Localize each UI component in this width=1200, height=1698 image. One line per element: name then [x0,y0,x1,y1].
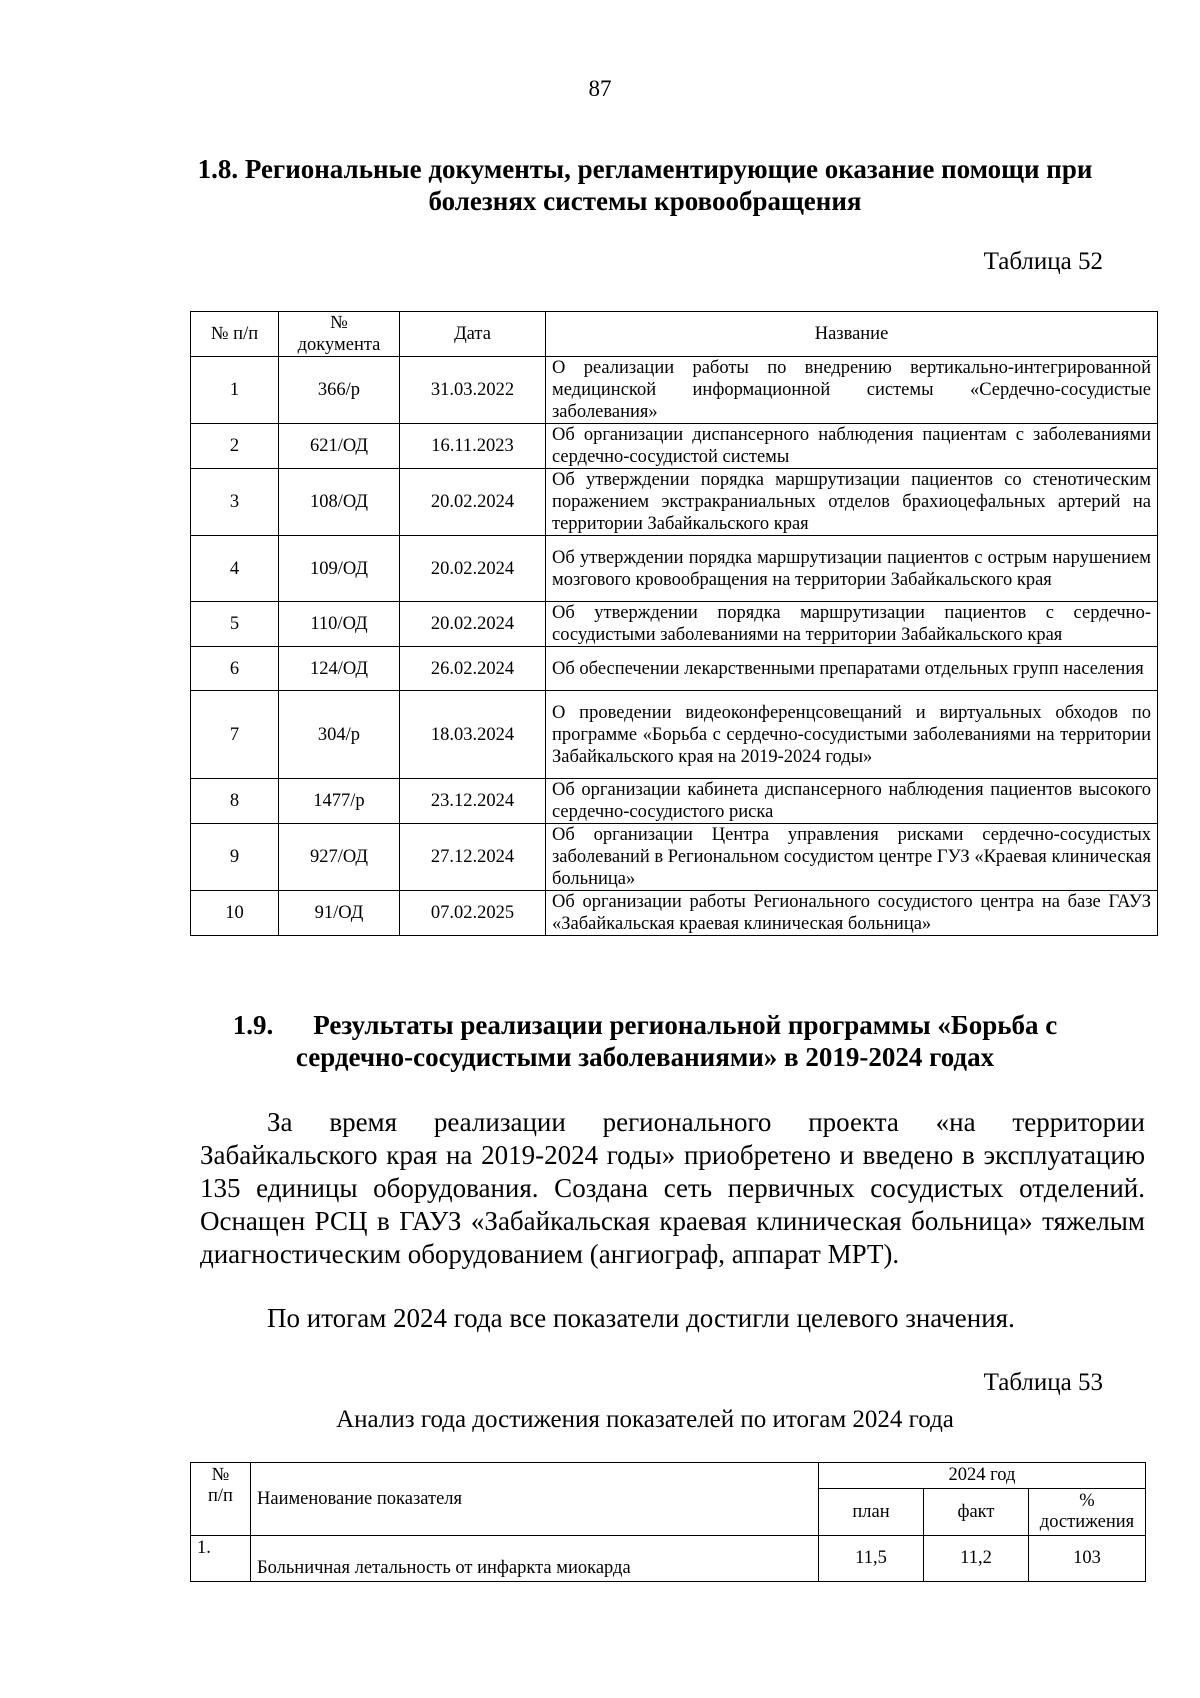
row-fact: 11,2 [924,1536,1029,1582]
row-indicator: Больничная летальность от инфаркта миокарда [251,1536,819,1582]
results-paragraph: За время реализации регионального проекта «на территории Забайкальского края на 2019-2024 годы» приобретено и введено в эксплуатацию 135 единицы оборудования. Создана сеть первичных сосудистых отделений. Оснащен РСЦ в ГАУЗ «Забайкальская краевая клиническая больница» тяжелым диагностическим оборудованием (ангиограф, аппарат МРТ). [200,1107,1145,1269]
table-row [191,691,1158,779]
row-doc-number: 366/р [279,357,400,424]
row-doc-title: Об организации работы Регионального сосудистого центра на базе ГАУЗ «Забайкальская краевая клиническая больница» [546,891,1158,936]
row-doc-title: О проведении видеоконференцсовещаний и виртуальных обходов по программе «Борьба с сердечно-сосудистыми заболеваниями на территории Забайкальского края на 2019-2024 годы» [546,691,1158,779]
table-53-subtitle: Анализ года достижения показателей по итогам 2024 года [336,1406,954,1433]
table-row [191,647,1158,691]
section-1-8-heading [190,153,1100,217]
header-pct [1029,1489,1146,1536]
header-plan: план [819,1489,924,1536]
row-doc-number: 109/ОД [279,536,400,602]
row-num: 5 [191,602,279,647]
row-date: 20.02.2024 [400,602,546,647]
row-num: 3 [191,469,279,536]
header-doc-line1: № [330,313,348,333]
table-header-row [191,312,1158,357]
table-row [191,424,1158,469]
row-doc-title: Об обеспечении лекарственными препаратами отдельных групп населения [546,647,1158,691]
table-53-caption: Таблица 53 [983,1369,1103,1396]
row-date: 23.12.2024 [400,779,546,824]
table-row [191,824,1158,891]
page-number: 87 [588,76,612,101]
row-doc-title: Об утверждении порядка маршрутизации пациентов с острым нарушением мозгового кровообращения на территории Забайкальского края [546,536,1158,602]
row-num: 8 [191,779,279,824]
row-doc-number: 304/р [279,691,400,779]
row-date: 07.02.2025 [400,891,546,936]
summary-paragraph: По итогам 2024 года все показатели достигли целевого значения. [267,1303,1015,1333]
row-doc-number: 108/ОД [279,469,400,536]
row-doc-title: Об организации Центра управления рисками сердечно-сосудистых заболеваний в Региональном сосудистом центре ГУЗ «Краевая клиническая больница» [546,824,1158,891]
table-header-row [191,1463,1146,1489]
row-doc-title: Об утверждении порядка маршрутизации пациентов с сердечно-сосудистыми заболеваниями на территории Забайкальского края [546,602,1158,647]
section-1-9-number: 1.9. [232,1010,274,1040]
header-date: Дата [400,312,546,357]
row-doc-number: 110/ОД [279,602,400,647]
row-doc-number: 621/ОД [279,424,400,469]
indicators-table [190,1462,1146,1582]
row-date: 27.12.2024 [400,824,546,891]
header-doc [279,312,400,357]
row-doc-title: О реализации работы по внедрению вертикально-интегрированной медицинской информационной системы «Сердечно-сосудистые заболевания» [546,357,1158,424]
section-1-9-title-line2: сердечно-сосудистыми заболеваниями» в 2019-2024 годах [295,1042,995,1072]
row-pct: 103 [1029,1536,1146,1582]
row-doc-number: 1477/р [279,779,400,824]
header-num-line1: № [211,1465,230,1485]
row-doc-number: 124/ОД [279,647,400,691]
row-num: 10 [191,891,279,936]
header-doc-line2: документа [297,335,381,355]
header-fact: факт [924,1489,1029,1536]
section-1-8-title-line2: болезнях системы кровообращения [428,186,862,216]
header-pct-line2: достижения [1039,1512,1135,1532]
row-num: 9 [191,824,279,891]
header-num: № п/п [191,312,279,357]
row-num: 4 [191,536,279,602]
table-row [191,1536,1146,1582]
regional-documents-table [190,311,1158,936]
table-52-caption: Таблица 52 [983,248,1103,275]
row-doc-title: Об организации диспансерного наблюдения пациентам с заболеваниями сердечно-сосудистой системы [546,424,1158,469]
header-indicator: Наименование показателя [251,1463,819,1536]
row-doc-number: 927/ОД [279,824,400,891]
table-row [191,891,1158,936]
row-date: 20.02.2024 [400,536,546,602]
row-date: 18.03.2024 [400,691,546,779]
table-row [191,536,1158,602]
header-num [191,1463,251,1536]
row-date: 26.02.2024 [400,647,546,691]
row-num: 6 [191,647,279,691]
row-num: 2 [191,424,279,469]
header-name: Название [546,312,1158,357]
row-num: 7 [191,691,279,779]
header-num-line2: п/п [208,1486,233,1506]
section-1-9-heading [190,1009,1100,1073]
row-num: 1 [191,357,279,424]
row-date: 16.11.2023 [400,424,546,469]
header-year: 2024 год [819,1463,1146,1489]
section-1-8-title-line1: 1.8. Региональные документы, регламентирующие оказание помощи при [197,154,1093,184]
row-plan: 11,5 [819,1536,924,1582]
row-doc-number: 91/ОД [279,891,400,936]
table-row [191,602,1158,647]
table-row [191,779,1158,824]
row-date: 20.02.2024 [400,469,546,536]
section-1-9-title-line1: Результаты реализации региональной программы «Борьба с [313,1010,1058,1040]
table-row [191,469,1158,536]
row-doc-title: Об организации кабинета диспансерного наблюдения пациентов высокого сердечно-сосудистого риска [546,779,1158,824]
table-row [191,357,1158,424]
row-date: 31.03.2022 [400,357,546,424]
row-doc-title: Об утверждении порядка маршрутизации пациентов со стенотическим поражением экстракраниальных отделов брахиоцефальных артерий на территории Забайкальского края [546,469,1158,536]
header-pct-line1: % [1079,1491,1095,1511]
row-num: 1. [191,1536,251,1582]
